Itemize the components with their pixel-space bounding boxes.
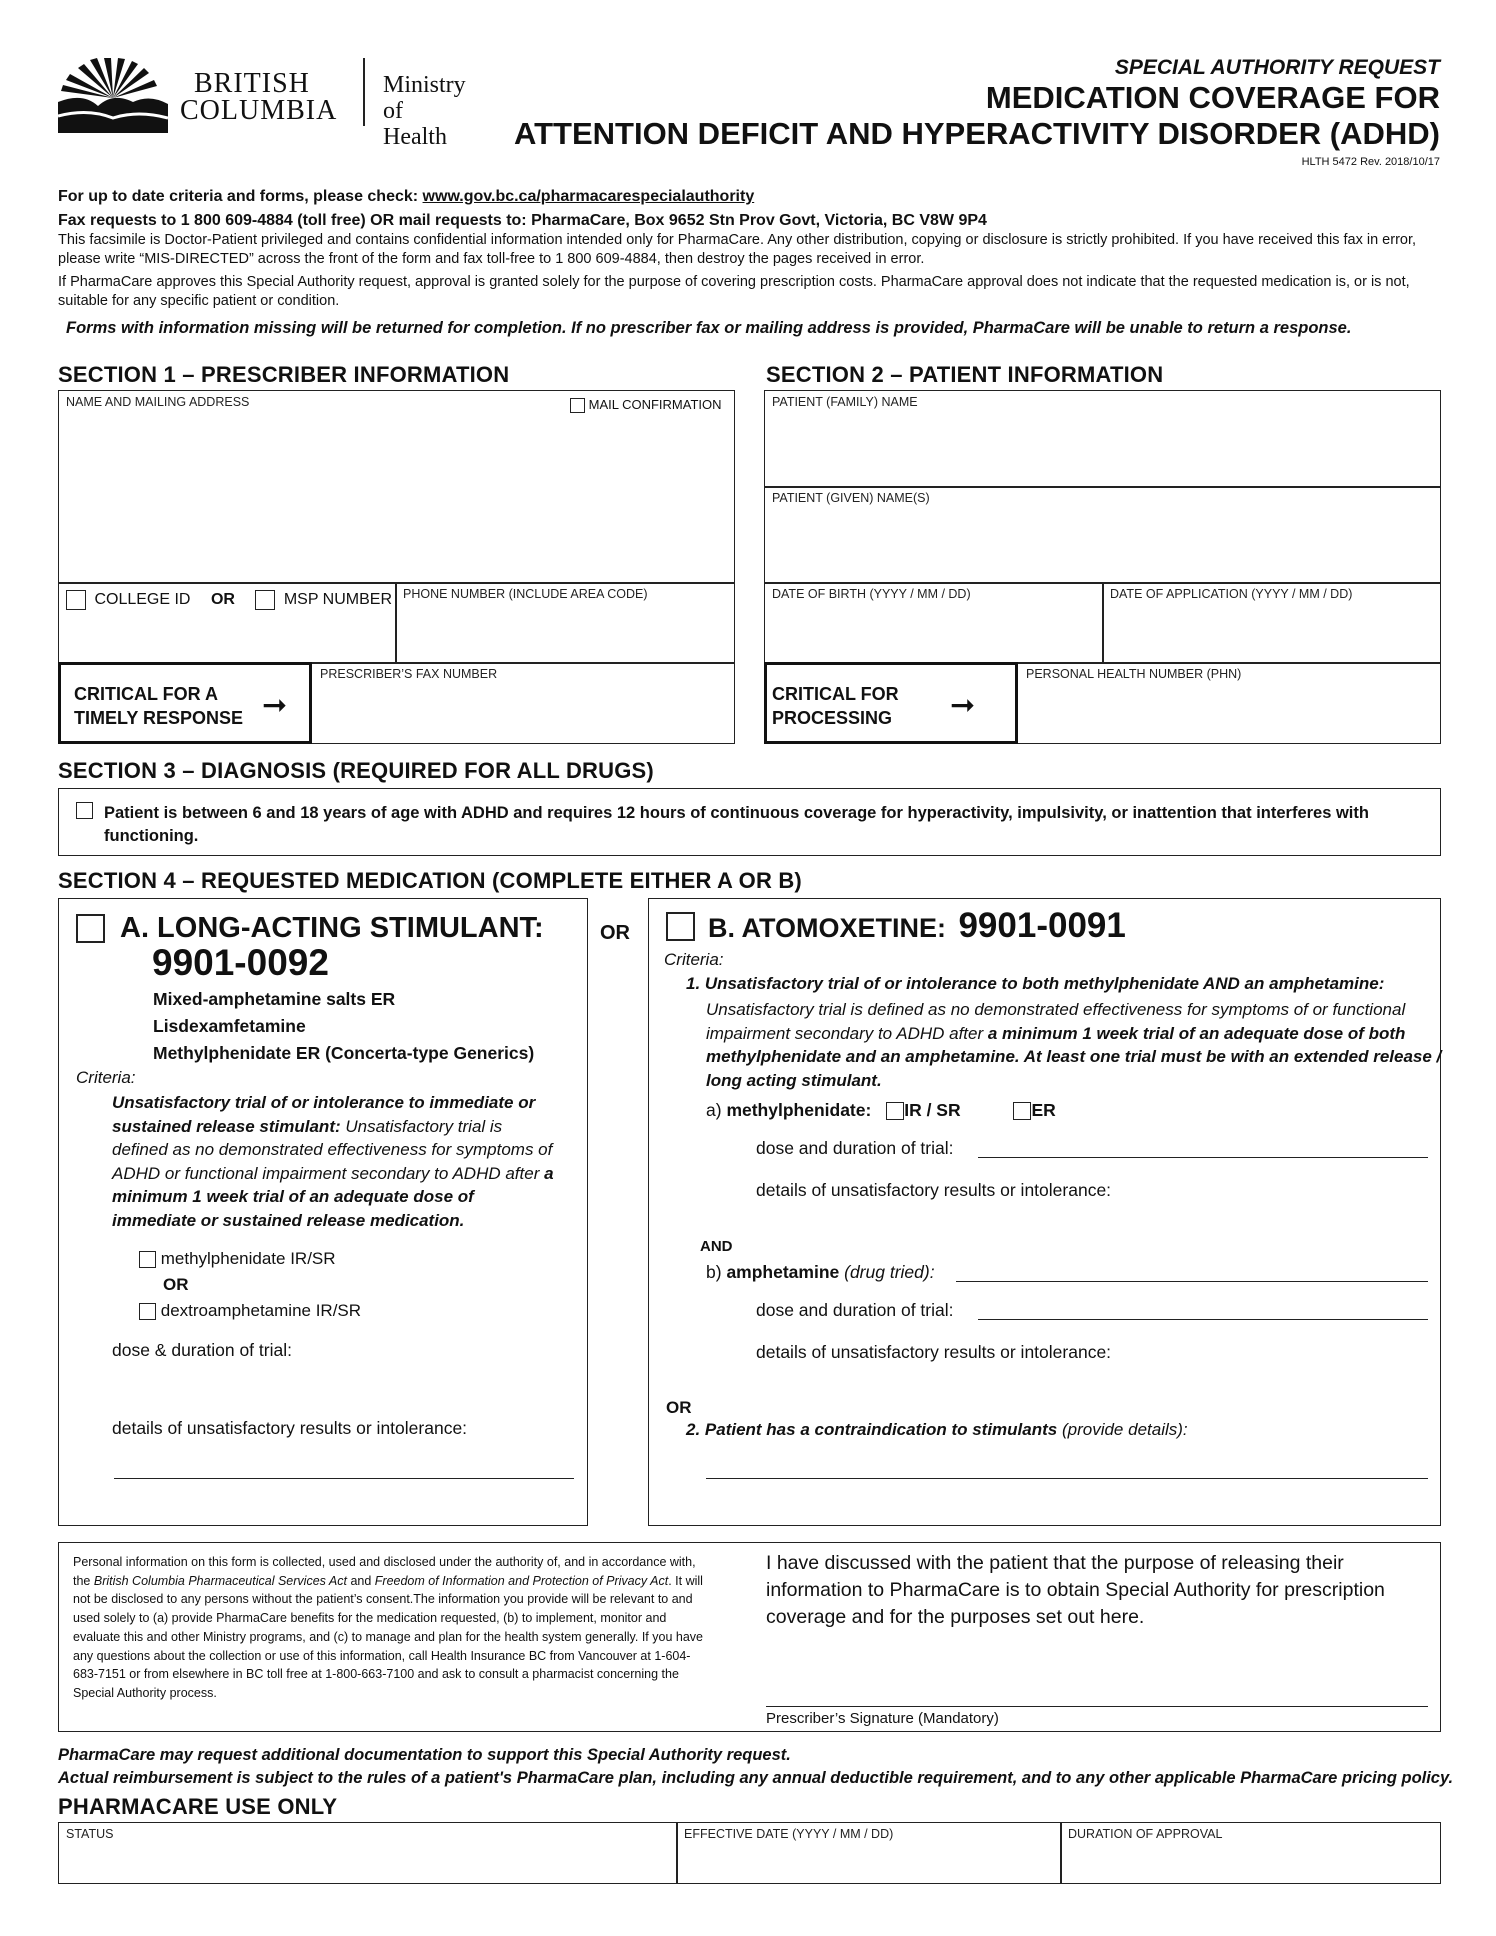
contraindication-line[interactable]	[706, 1478, 1428, 1479]
fax-number-label: PRESCRIBER’S FAX NUMBER	[320, 667, 498, 681]
pharmacare-use-only-title: PHARMACARE USE ONLY	[58, 1794, 338, 1819]
criteria-link[interactable]: www.gov.bc.ca/pharmacarespecialauthority	[422, 188, 755, 205]
fax-mail-line: Fax requests to 1 800 609-4884 (toll free) OR mail requests to: PharmaCare, Box 9652 Stn Prov Govt, Victoria, BC V8W 9P4	[58, 212, 987, 229]
or-label: OR	[210, 591, 235, 609]
privilege-text: This facsimile is Doctor-Patient privileged and contains confidential information intended only for PharmaCare. Any other distribution, copying or disclosure is strictly prohibited. If you have received this fax in error, please write “MIS-DIRECTED” across the front of the form and fax toll-free to 1 800 609-4884, then destroy the pages received in error.	[58, 232, 1417, 267]
missing-info-warning: Forms with information missing will be returned for completion. If no prescriber fax or mailing address is provided, PharmaCare will be unable to return a response.	[66, 319, 1352, 337]
option-a-criteria-bold-2: a minimum 1 week trial of an adequate dose of immediate or sustained release medication.	[112, 1163, 554, 1230]
drug-tried-label: (drug tried):	[839, 1262, 935, 1282]
privacy-notice	[73, 1553, 713, 1703]
drug-2: Lisdexamfetamine	[153, 1016, 306, 1036]
privacy-act-1: British Columbia Pharmaceutical Services Act	[93, 1573, 347, 1588]
diagnosis-criterion: Patient is between 6 and 18 years of age with ADHD and requires 12 hours of continuous coverage for hyperactivity, impulsivity, or inattention that interferes with functioning.	[104, 804, 1369, 845]
option-b-a-prefix: a)	[706, 1100, 727, 1120]
section-2-title: SECTION 2 – PATIENT INFORMATION	[766, 362, 1164, 387]
arrow-right-icon: ➞	[950, 689, 976, 722]
privacy-act-2: Freedom of Information and Protection of Privacy Act	[374, 1573, 669, 1588]
form-title-line-2: ATTENTION DEFICIT AND HYPERACTIVITY DISORDER (ADHD)	[514, 116, 1440, 151]
bc-logo	[58, 58, 478, 150]
signature-line[interactable]	[766, 1706, 1428, 1707]
ir-sr-label: IR / SR	[904, 1100, 961, 1120]
section-1-title: SECTION 1 – PRESCRIBER INFORMATION	[58, 362, 510, 387]
amphetamine-dose-label: dose and duration of trial:	[756, 1300, 954, 1320]
methylphenidate-dose-line[interactable]	[978, 1157, 1428, 1158]
methylphenidate-details-label: details of unsatisfactory results or intolerance:	[756, 1180, 1112, 1200]
option-a-details-line[interactable]	[114, 1478, 574, 1479]
dob-label: DATE OF BIRTH (YYYY / MM / DD)	[772, 587, 971, 601]
option-a-heading: A. LONG-ACTING STIMULANT:	[120, 912, 544, 944]
critical-processing-line-2: PROCESSING	[772, 708, 893, 728]
ministry-line-2: Health	[383, 124, 447, 150]
form-code: HLTH 5472 Rev. 2018/10/17	[1301, 156, 1440, 168]
form-title-line-1: MEDICATION COVERAGE FOR	[985, 80, 1440, 115]
option-b-item-1-text: Unsatisfactory trial is defined as no demonstrated effectiveness for symptoms of or functional impairment secondary to ADHD after	[706, 1000, 1406, 1043]
logo-line-2: COLUMBIA	[180, 95, 338, 126]
option-a-choice-1: methylphenidate IR/SR	[160, 1249, 336, 1268]
methylphenidate-label: methylphenidate:	[726, 1100, 872, 1120]
privacy-part-2: and	[346, 1573, 375, 1588]
logo-line-1: BRITISH	[194, 68, 310, 99]
privacy-part-3: . It will not be disclosed to any persons without the patient’s consent.The information you provide will be relevant to and used solely to (a) provide PharmaCare benefits for the medication requested, (b) to implement, monitor and evaluate this and other Ministry programs, and (c) to manage and plan for the health system generally. If you have any questions about the collection or use of this information, call Health Insurance BC from Vancouver at 1-604-683-7151 or from elsewhere in BC toll free at 1-800-663-7100 and ask to consult a pharmacist concerning the Special Authority process.	[73, 1573, 703, 1700]
footer-note-1: PharmaCare may request additional documentation to support this Special Authority request.	[58, 1746, 791, 1764]
option-a-code: 9901-0092	[152, 942, 329, 983]
methylphenidate-dose-label: dose and duration of trial:	[756, 1138, 954, 1158]
or-between-options: OR	[600, 922, 630, 944]
phn-label: PERSONAL HEALTH NUMBER (PHN)	[1026, 667, 1242, 681]
diagnosis-checkbox[interactable]	[76, 802, 93, 819]
critical-processing-line-1: CRITICAL FOR	[772, 684, 899, 704]
drug-1: Mixed-amphetamine salts ER	[153, 989, 396, 1009]
option-a-choice-2: dextroamphetamine IR/SR	[160, 1301, 362, 1320]
drug-3: Methylphenidate ER (Concerta-type Generics)	[153, 1043, 535, 1063]
er-checkbox[interactable]	[1013, 1102, 1031, 1120]
amphetamine-details-label: details of unsatisfactory results or intolerance:	[756, 1342, 1112, 1362]
option-a-details-label: details of unsatisfactory results or intolerance:	[112, 1418, 468, 1438]
consent-statement: I have discussed with the patient that the purpose of releasing their information to PharmaCare is to obtain Special Authority for prescription coverage and for the purposes set out here.	[766, 1552, 1385, 1628]
section-4-title: SECTION 4 – REQUESTED MEDICATION (COMPLETE EITHER A OR B)	[58, 868, 802, 893]
option-a-criteria-text: Unsatisfactory trial is defined as no demonstrated effectiveness for symptoms of ADHD or functional impairment secondary to ADHD after	[112, 1116, 553, 1183]
option-b-checkbox[interactable]	[666, 912, 695, 941]
sun-mountain-icon	[58, 58, 168, 133]
option-a-criteria-label: Criteria:	[76, 1068, 136, 1087]
msp-number-label: MSP NUMBER	[283, 591, 393, 609]
option-a-or: OR	[163, 1275, 189, 1294]
provide-details-label: (provide details):	[1057, 1420, 1188, 1439]
section-3-title: SECTION 3 – DIAGNOSIS (REQUIRED FOR ALL DRUGS)	[58, 758, 654, 783]
duration-label: DURATION OF APPROVAL	[1068, 1827, 1223, 1841]
option-b-item-1-bold: a minimum 1 week trial of an adequate dose of both methylphenidate and an amphetamine. At least one trial must be with an extended release / long acting stimulant.	[706, 1023, 1442, 1090]
arrow-right-icon: ➞	[262, 689, 288, 722]
footer-note-2: Actual reimbursement is subject to the rules of a patient's PharmaCare plan, including any annual deductible requirement, and to any other applicable PharmaCare pricing policy.	[58, 1769, 1454, 1787]
date-application-label: DATE OF APPLICATION (YYYY / MM / DD)	[1110, 587, 1353, 601]
option-b-b-prefix: b)	[706, 1262, 727, 1282]
privacy-part-1: Personal information on this form is collected, used and disclosed under the authority of, and in accordance with, the	[73, 1555, 696, 1588]
mail-confirmation-checkbox[interactable]	[570, 398, 585, 413]
given-names-label: PATIENT (GIVEN) NAME(S)	[772, 491, 930, 505]
and-label: AND	[700, 1238, 733, 1255]
amphetamine-dose-line[interactable]	[978, 1319, 1428, 1320]
option-a-checkbox[interactable]	[76, 914, 105, 943]
option-b-heading: B. ATOMOXETINE:	[708, 913, 947, 943]
contraindication-label: 2. Patient has a contraindication to stimulants	[686, 1420, 1058, 1439]
amphetamine-drug-line[interactable]	[956, 1281, 1428, 1282]
college-id-checkbox[interactable]	[66, 590, 86, 610]
college-id-label: COLLEGE ID	[94, 591, 191, 609]
approval-text: If PharmaCare approves this Special Authority request, approval is granted solely for the purpose of covering prescription costs. PharmaCare approval does not indicate that the requested medication is, or is not, suitable for any specific patient or condition.	[58, 274, 1410, 309]
effective-date-label: EFFECTIVE DATE (YYYY / MM / DD)	[684, 1827, 894, 1841]
critical-timely-line-1: CRITICAL FOR A	[74, 684, 218, 704]
methylphenidate-ir-sr-checkbox[interactable]	[139, 1251, 156, 1268]
er-label: ER	[1031, 1100, 1056, 1120]
critical-timely-line-2: TIMELY RESPONSE	[74, 708, 244, 728]
msp-number-checkbox[interactable]	[255, 590, 275, 610]
ministry-line-1: Ministry of	[383, 72, 466, 124]
ir-sr-checkbox[interactable]	[886, 1102, 904, 1120]
option-b-criteria-label: Criteria:	[664, 950, 724, 969]
family-name-label: PATIENT (FAMILY) NAME	[772, 395, 918, 409]
option-a-dose-label: dose & duration of trial:	[112, 1340, 292, 1360]
option-b-or: OR	[666, 1398, 692, 1417]
signature-label: Prescriber’s Signature (Mandatory)	[766, 1710, 999, 1727]
amphetamine-label: amphetamine	[726, 1262, 840, 1282]
criteria-prefix: For up to date criteria and forms, please check:	[58, 188, 423, 205]
phone-number-label: PHONE NUMBER (INCLUDE AREA CODE)	[403, 587, 648, 601]
option-b-item-1-title: 1. Unsatisfactory trial of or intolerance to both methylphenidate AND an amphetamine:	[686, 974, 1385, 993]
dextroamphetamine-ir-sr-checkbox[interactable]	[139, 1303, 156, 1320]
option-a-criteria-bold: Unsatisfactory trial of or intolerance to immediate or sustained release stimulant:	[112, 1093, 536, 1136]
status-label: STATUS	[66, 1827, 114, 1841]
mail-confirmation-label: MAIL CONFIRMATION	[588, 397, 722, 412]
name-address-label: NAME AND MAILING ADDRESS	[66, 395, 250, 409]
form-kicker: SPECIAL AUTHORITY REQUEST	[1114, 56, 1440, 79]
option-b-code: 9901-0091	[958, 906, 1126, 945]
